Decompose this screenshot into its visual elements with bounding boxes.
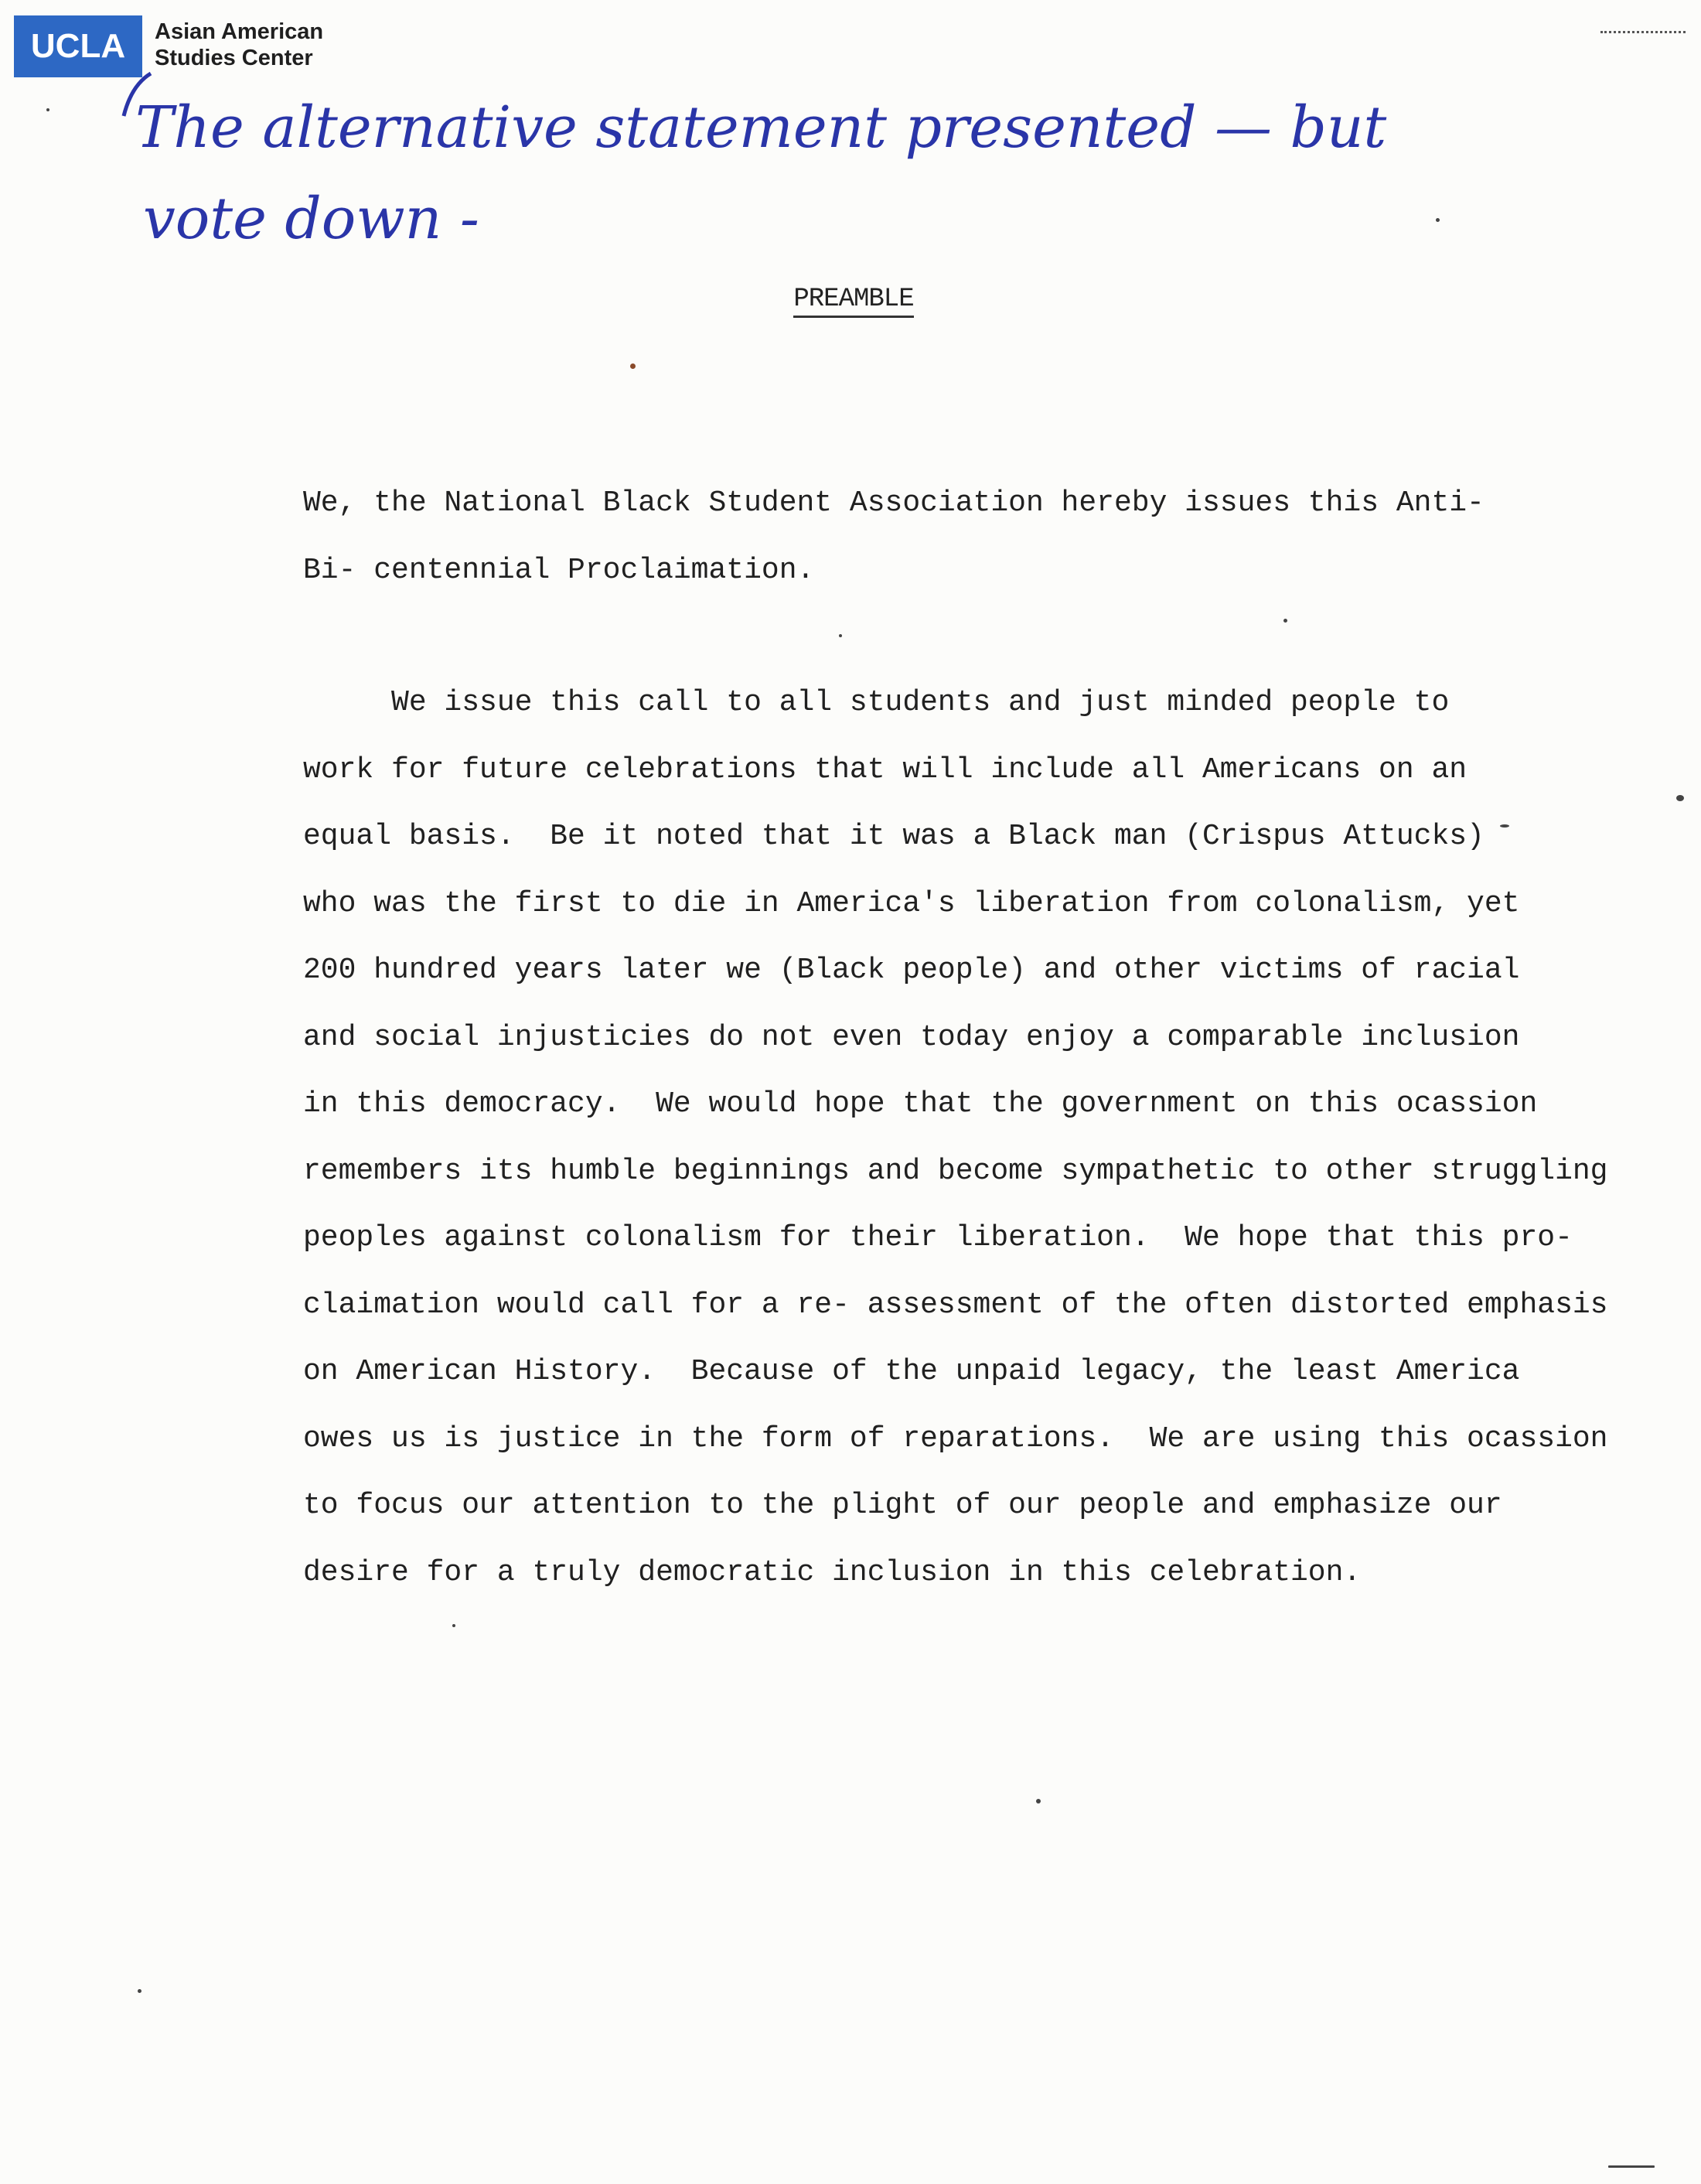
text-line: equal basis. Be it noted that it was a Black man (Crispus Attucks) — [303, 820, 1485, 853]
text-line: claimation would call for a re- assessment of the often distorted emphasis — [303, 1288, 1608, 1322]
text-line: 200 hundred years later we (Black people) and other victims of racial — [303, 954, 1520, 987]
text-line: work for future celebrations that will include all Americans on an — [303, 752, 1467, 787]
paragraph-1 — [303, 470, 1571, 604]
scan-speck — [452, 1624, 455, 1627]
paragraph-2 — [303, 670, 1608, 1606]
text-line: desire for a truly democratic inclusion in this celebration. — [303, 1555, 1362, 1589]
scan-speck — [46, 108, 49, 111]
logo-line-2: Studies Center — [155, 46, 313, 70]
text-line: and social injusticies do not even today enjoy a comparable inclusion — [303, 1020, 1520, 1054]
text-line: who was the first to die in America's liberation from colonalism, yet — [303, 886, 1520, 920]
text-line: We issue this call to all students and just minded people to — [303, 686, 1450, 719]
scan-speck — [630, 363, 636, 369]
scan-speck — [1676, 795, 1684, 801]
annotation-line-2: vote down - — [143, 186, 479, 252]
scan-speck — [1436, 218, 1440, 222]
scan-speck — [1036, 1799, 1041, 1804]
logo-line-1: Asian American — [155, 19, 324, 44]
text-line: to focus our attention to the plight of our people and emphasize our — [303, 1489, 1502, 1522]
annotation-line-1: The alternative statement presented — but — [135, 94, 1387, 161]
scan-speck — [138, 1989, 141, 1993]
scan-speck — [1283, 619, 1287, 623]
scan-speck — [839, 634, 842, 637]
scan-speck — [1500, 824, 1509, 828]
text-line: peoples against colonalism for their liberation. We hope that this pro- — [303, 1221, 1573, 1254]
text-line: on American History. Because of the unpaid legacy, the least America — [303, 1355, 1520, 1388]
text-line: Bi- centennial Proclaimation. — [303, 553, 815, 587]
text-line: We, the National Black Student Association hereby issues this Anti- — [303, 486, 1485, 520]
document-title-wrap — [0, 285, 1701, 318]
handwritten-annotation — [0, 0, 1701, 278]
scan-speck — [1608, 2165, 1655, 2168]
text-line: owes us is justice in the form of reparations. We are using this ocassion — [303, 1421, 1608, 1455]
text-line: in this democracy. We would hope that the government on this ocassion — [303, 1087, 1538, 1121]
document-title: PREAMBLE — [793, 285, 913, 318]
text-line: remembers its humble beginnings and become sympathetic to other struggling — [303, 1154, 1608, 1188]
ucla-badge: UCLA — [14, 15, 142, 77]
